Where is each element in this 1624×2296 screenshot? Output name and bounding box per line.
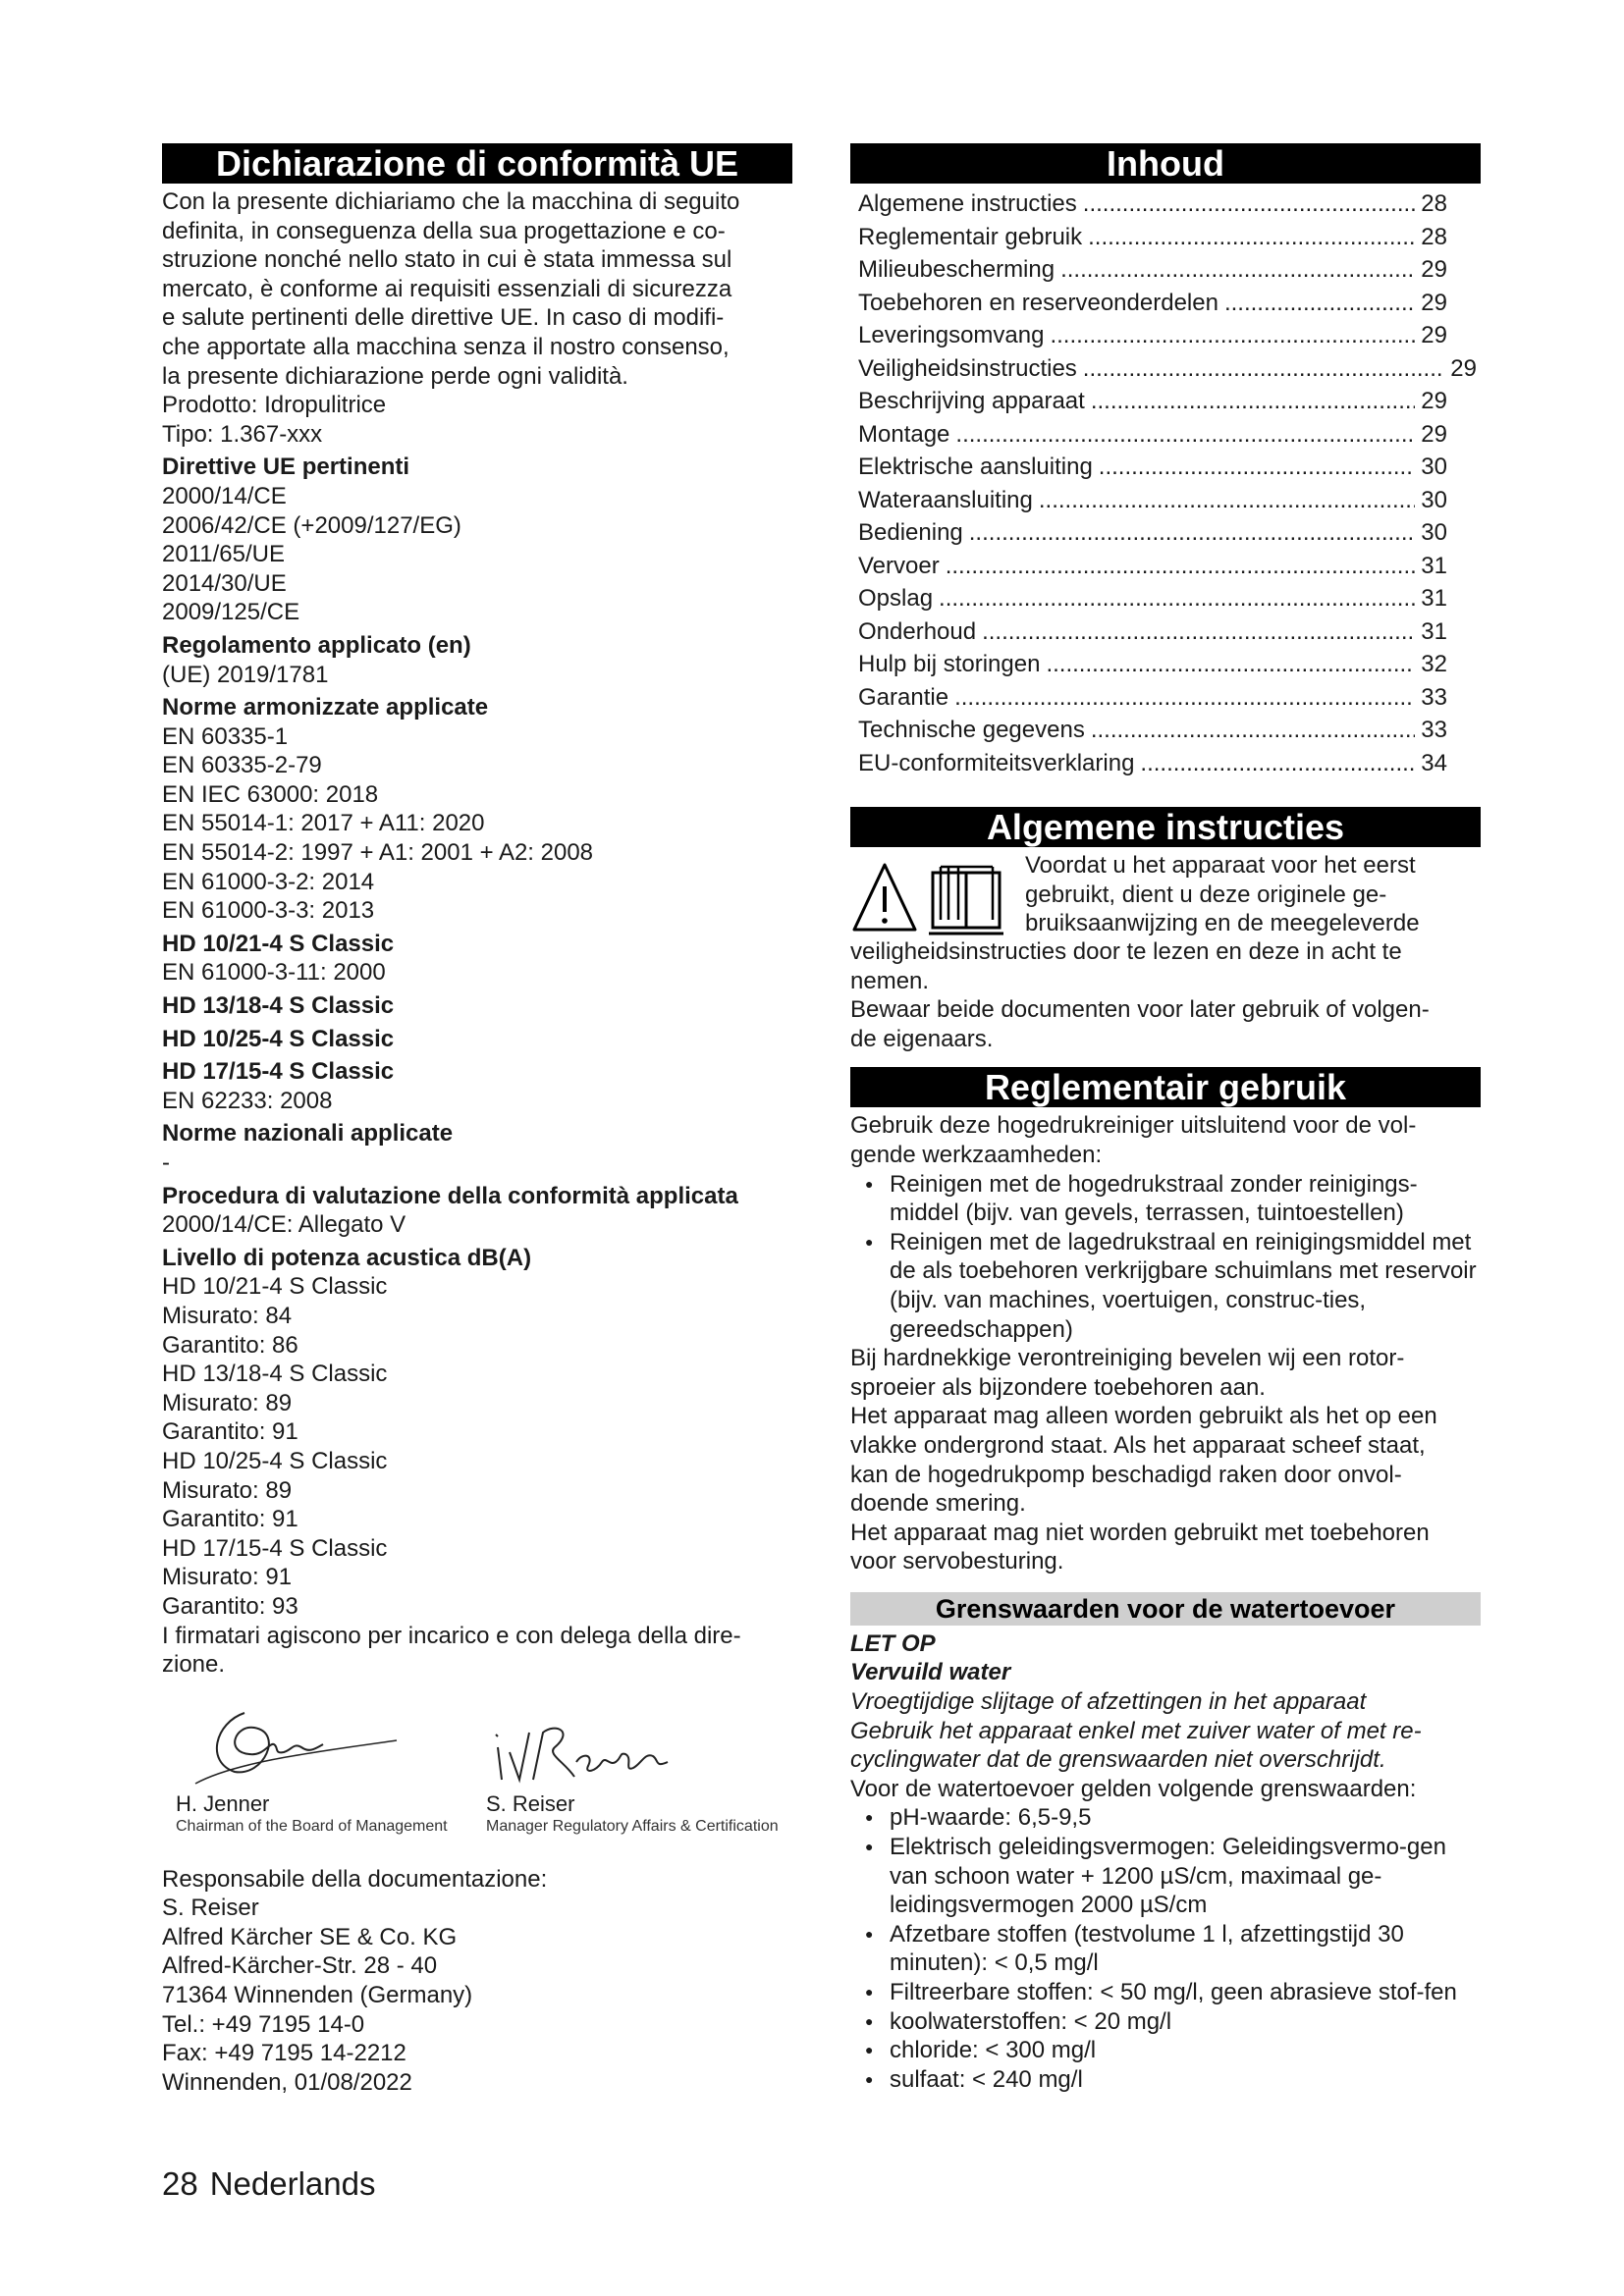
warning-box: [850, 851, 1481, 937]
warning-and-manual-icon: [850, 859, 1012, 937]
general-text-line: veiligheidsinstructies door te lezen en deze in acht te: [850, 938, 1402, 965]
directive-item: 2011/65/UE: [162, 541, 285, 568]
intro-line: che apportate alla macchina senza il nostro consenso,: [162, 333, 730, 360]
harmonized-title: Norme armonizzate applicate: [162, 694, 489, 721]
handwritten-signature-icon: [176, 1693, 411, 1787]
signature-block: [162, 1693, 792, 1865]
harmonized-norm: EN 60335-1: [162, 722, 289, 750]
usage-text-line: Het apparaat mag niet worden gebruikt met toebehoren: [850, 1519, 1430, 1546]
contents-heading: Inhoud: [850, 143, 1481, 184]
procedure-title: Procedura di valutazione della conformità applicata: [162, 1182, 738, 1209]
directive-item: 2014/30/UE: [162, 569, 287, 597]
toc-item[interactable]: Elektrische aansluiting ..... 30: [858, 451, 1447, 484]
limit-bullet: ● pH-waarde: 6,5-9,5: [850, 1803, 1481, 1833]
toc-item[interactable]: Veiligheidsinstructies ..... 29: [858, 352, 1477, 386]
directives-title: Direttive UE pertinenti: [162, 454, 410, 481]
intro-line: mercato, è conforme ai requisiti essenziali di sicurezza: [162, 275, 732, 302]
page-number: 28: [162, 2165, 198, 2202]
model-norm: EN 61000-3-11: 2000: [162, 959, 386, 987]
national-title: Norme nazionali applicate: [162, 1120, 454, 1148]
warning-line: Voordat u het apparaat voor het eerst: [1025, 852, 1416, 879]
documentation-contact: [162, 1865, 792, 2098]
intro-line: struzione nonché nello stato in cui è stata immessa sul: [162, 246, 732, 274]
harmonized-norm: EN 61000-3-3: 2013: [162, 897, 375, 925]
usage-text-line: vlakke ondergrond staat. Als het apparaat scheef staat,: [850, 1431, 1426, 1459]
toc-item[interactable]: EU-conformiteitsverklaring ..... 34: [858, 747, 1447, 780]
warning-text: [1025, 851, 1481, 938]
contact-line: 71364 Winnenden (Germany): [162, 1982, 473, 2009]
toc-item[interactable]: Vervoer ..... 31: [858, 550, 1447, 583]
acoustic-line: Misurato: 91: [162, 1564, 293, 1591]
left-column: [162, 143, 792, 2097]
limit-bullet: ● chloride: < 300 mg/l: [850, 2036, 1481, 2065]
usage-text-line: kan de hogedrukpomp beschadigd raken door onvol-: [850, 1461, 1402, 1488]
limits-intro: Voor de watertoevoer gelden volgende grenswaarden:: [850, 1775, 1417, 1802]
contact-line: Fax: +49 7195 14-2212: [162, 2040, 406, 2067]
right-column: [850, 143, 1481, 2094]
model-norm: EN 62233: 2008: [162, 1087, 333, 1114]
toc-item[interactable]: Toebehoren en reserveonderdelen ..... 29: [858, 287, 1447, 320]
usage-text-line: doende smering.: [850, 1490, 1026, 1518]
contact-line: Alfred Kärcher SE & Co. KG: [162, 1923, 458, 1950]
acoustic-line: Misurato: 84: [162, 1302, 293, 1329]
contact-line: S. Reiser: [162, 1895, 259, 1922]
directive-item: 2000/14/CE: [162, 482, 287, 509]
acoustic-line: HD 10/25-4 S Classic: [162, 1447, 388, 1474]
signature-jenner: [176, 1693, 448, 1837]
toc-item[interactable]: Technische gegevens ..... 33: [858, 714, 1447, 747]
toc-item[interactable]: Reglementair gebruik ..... 28: [858, 221, 1447, 254]
acoustic-line: Garantito: 93: [162, 1592, 298, 1620]
regulation-value: (UE) 2019/1781: [162, 661, 329, 688]
model-title: HD 13/18-4 S Classic: [162, 992, 395, 1020]
manual-book-icon: [929, 867, 1003, 934]
national-value: -: [162, 1149, 170, 1176]
toc-item[interactable]: Bediening ..... 30: [858, 516, 1447, 550]
signatories-note: zione.: [162, 1651, 226, 1679]
signature-reiser: [486, 1693, 779, 1837]
toc-item[interactable]: Hulp bij storingen ..... 32: [858, 648, 1447, 681]
language-label: Nederlands: [209, 2165, 376, 2202]
directive-item: 2009/125/CE: [162, 599, 300, 626]
intro-line: e salute pertinenti delle direttive UE. In caso di modifi-: [162, 304, 725, 332]
harmonized-norm: EN 61000-3-2: 2014: [162, 868, 375, 895]
acoustic-line: Misurato: 89: [162, 1389, 293, 1416]
acoustic-title: Livello di potenza acustica dB(A): [162, 1244, 532, 1271]
signer-name: H. Jenner: [176, 1790, 270, 1816]
intended-use-heading: Reglementair gebruik: [850, 1067, 1481, 1107]
warning-line: gebruikt, dient u deze originele ge-: [1025, 881, 1387, 908]
acoustic-line: HD 10/21-4 S Classic: [162, 1273, 388, 1301]
usage-text-line: Het apparaat mag alleen worden gebruikt als het op een: [850, 1403, 1437, 1430]
acoustic-line: Misurato: 89: [162, 1476, 293, 1504]
product-line: Prodotto: Idropulitrice: [162, 392, 387, 419]
contact-line: Alfred-Kärcher-Str. 28 - 40: [162, 1952, 438, 1980]
limit-bullet: ● Filtreerbare stoffen: < 50 mg/l, geen abrasieve stof-fen: [850, 1978, 1481, 2007]
procedure-value: 2000/14/CE: Allegato V: [162, 1211, 406, 1239]
model-title: HD 10/25-4 S Classic: [162, 1025, 395, 1052]
table-of-contents: [858, 187, 1481, 779]
toc-item[interactable]: Milieubescherming ..... 29: [858, 253, 1447, 287]
general-text-line: nemen.: [850, 967, 930, 994]
model-title: HD 17/15-4 S Classic: [162, 1058, 395, 1086]
notice-text-line: cyclingwater dat de grenswaarden niet overschrijdt.: [850, 1746, 1386, 1774]
page-footer: [162, 2165, 376, 2203]
eu-declaration-heading: Dichiarazione di conformità UE: [162, 143, 792, 184]
harmonized-norm: EN IEC 63000: 2018: [162, 780, 379, 808]
notice-text-line: Vroegtijdige slijtage of afzettingen in het apparaat: [850, 1688, 1367, 1716]
intro-line: Con la presente dichiariamo che la macchina di seguito: [162, 188, 740, 215]
harmonized-norm: EN 60335-2-79: [162, 752, 322, 779]
toc-item[interactable]: Algemene instructies ..... 28: [858, 187, 1447, 221]
acoustic-line: HD 17/15-4 S Classic: [162, 1534, 388, 1562]
warning-triangle-icon: [854, 865, 915, 930]
type-line: Tipo: 1.367-xxx: [162, 420, 323, 448]
limit-bullet: ● Afzetbare stoffen (testvolume 1 l, afzettingstijd 30 minuten): < 0,5 mg/l: [850, 1920, 1481, 1978]
usage-list: [850, 1170, 1481, 1345]
limits-list: [850, 1803, 1481, 2094]
intro-line: definita, in conseguenza della sua progettazione e co-: [162, 217, 726, 244]
general-instructions-heading: Algemene instructies: [850, 807, 1481, 847]
regulation-title: Regolamento applicato (en): [162, 631, 471, 659]
usage-intro-line: Gebruik deze hogedrukreiniger uitsluitend voor de vol-: [850, 1112, 1417, 1140]
usage-intro-line: gende werkzaamheden:: [850, 1141, 1103, 1168]
toc-item[interactable]: Garantie ..... 33: [858, 681, 1447, 715]
harmonized-norm: EN 55014-1: 2017 + A11: 2020: [162, 810, 485, 837]
usage-text-line: Bij hardnekkige verontreiniging bevelen wij een rotor-: [850, 1345, 1405, 1372]
water-limits-heading: Grenswaarden voor de watertoevoer: [850, 1592, 1481, 1626]
usage-text-line: voor servobesturing.: [850, 1548, 1064, 1575]
toc-item[interactable]: Onderhoud ..... 31: [858, 615, 1447, 649]
limit-bullet: ● koolwaterstoffen: < 20 mg/l: [850, 2007, 1481, 2037]
usage-bullet: ● Reinigen met de hogedrukstraal zonder reinigings-middel (bijv. van gevels, terrassen, tuintoestellen): [850, 1170, 1481, 1228]
usage-bullet: ● Reinigen met de lagedrukstraal en reinigingsmiddel met de als toebehoren verkrijgbare schuimlans met reservoir (bijv. van machines, voertuigen, construc-ties, gereedschappen): [850, 1228, 1481, 1344]
limit-bullet: ● Elektrisch geleidingsvermogen: Geleidingsvermo-gen van schoon water + 1200 µS/cm, maximaal ge-leidingsvermogen 2000 µS/cm: [850, 1833, 1481, 1920]
notice-label: LET OP: [850, 1629, 936, 1657]
general-text-line: Bewaar beide documenten voor later gebruik of volgen-: [850, 996, 1430, 1024]
usage-text-line: sproeier als bijzondere toebehoren aan.: [850, 1373, 1266, 1401]
toc-item[interactable]: Montage ..... 29: [858, 418, 1447, 452]
harmonized-norm: EN 55014-2: 1997 + A1: 2001 + A2: 2008: [162, 839, 594, 867]
acoustic-line: Garantito: 86: [162, 1331, 298, 1359]
signer-role: Manager Regulatory Affairs & Certification: [486, 1817, 779, 1835]
handwritten-signature-icon: [486, 1693, 682, 1787]
toc-item[interactable]: Leveringsomvang ..... 29: [858, 319, 1447, 352]
toc-item[interactable]: Opslag ..... 31: [858, 582, 1447, 615]
notice-subtitle: Vervuild water: [850, 1659, 1011, 1686]
signatories-note: I firmatari agiscono per incarico e con delega della dire-: [162, 1622, 741, 1649]
directive-item: 2006/42/CE (+2009/127/EG): [162, 511, 461, 539]
warning-line: bruiksaanwijzing en de meegeleverde: [1025, 910, 1420, 937]
signer-name: S. Reiser: [486, 1790, 575, 1816]
acoustic-line: Garantito: 91: [162, 1418, 298, 1446]
contact-line: Tel.: +49 7195 14-0: [162, 2010, 365, 2038]
toc-item[interactable]: Wateraansluiting ..... 30: [858, 484, 1447, 517]
model-title: HD 10/21-4 S Classic: [162, 930, 395, 957]
limit-bullet: ● sulfaat: < 240 mg/l: [850, 2065, 1481, 2095]
acoustic-line: Garantito: 91: [162, 1506, 298, 1533]
notice-text-line: Gebruik het apparaat enkel met zuiver water of met re-: [850, 1717, 1422, 1744]
intro-line: la presente dichiarazione perde ogni validità.: [162, 362, 628, 390]
toc-item[interactable]: Beschrijving apparaat ..... 29: [858, 385, 1447, 418]
contact-line: Winnenden, 01/08/2022: [162, 2068, 412, 2096]
general-text-line: de eigenaars.: [850, 1025, 994, 1052]
acoustic-line: HD 13/18-4 S Classic: [162, 1361, 388, 1388]
signer-role: Chairman of the Board of Management: [176, 1817, 448, 1835]
contact-line: Responsabile della documentazione:: [162, 1865, 548, 1893]
declaration-intro: [162, 187, 792, 391]
